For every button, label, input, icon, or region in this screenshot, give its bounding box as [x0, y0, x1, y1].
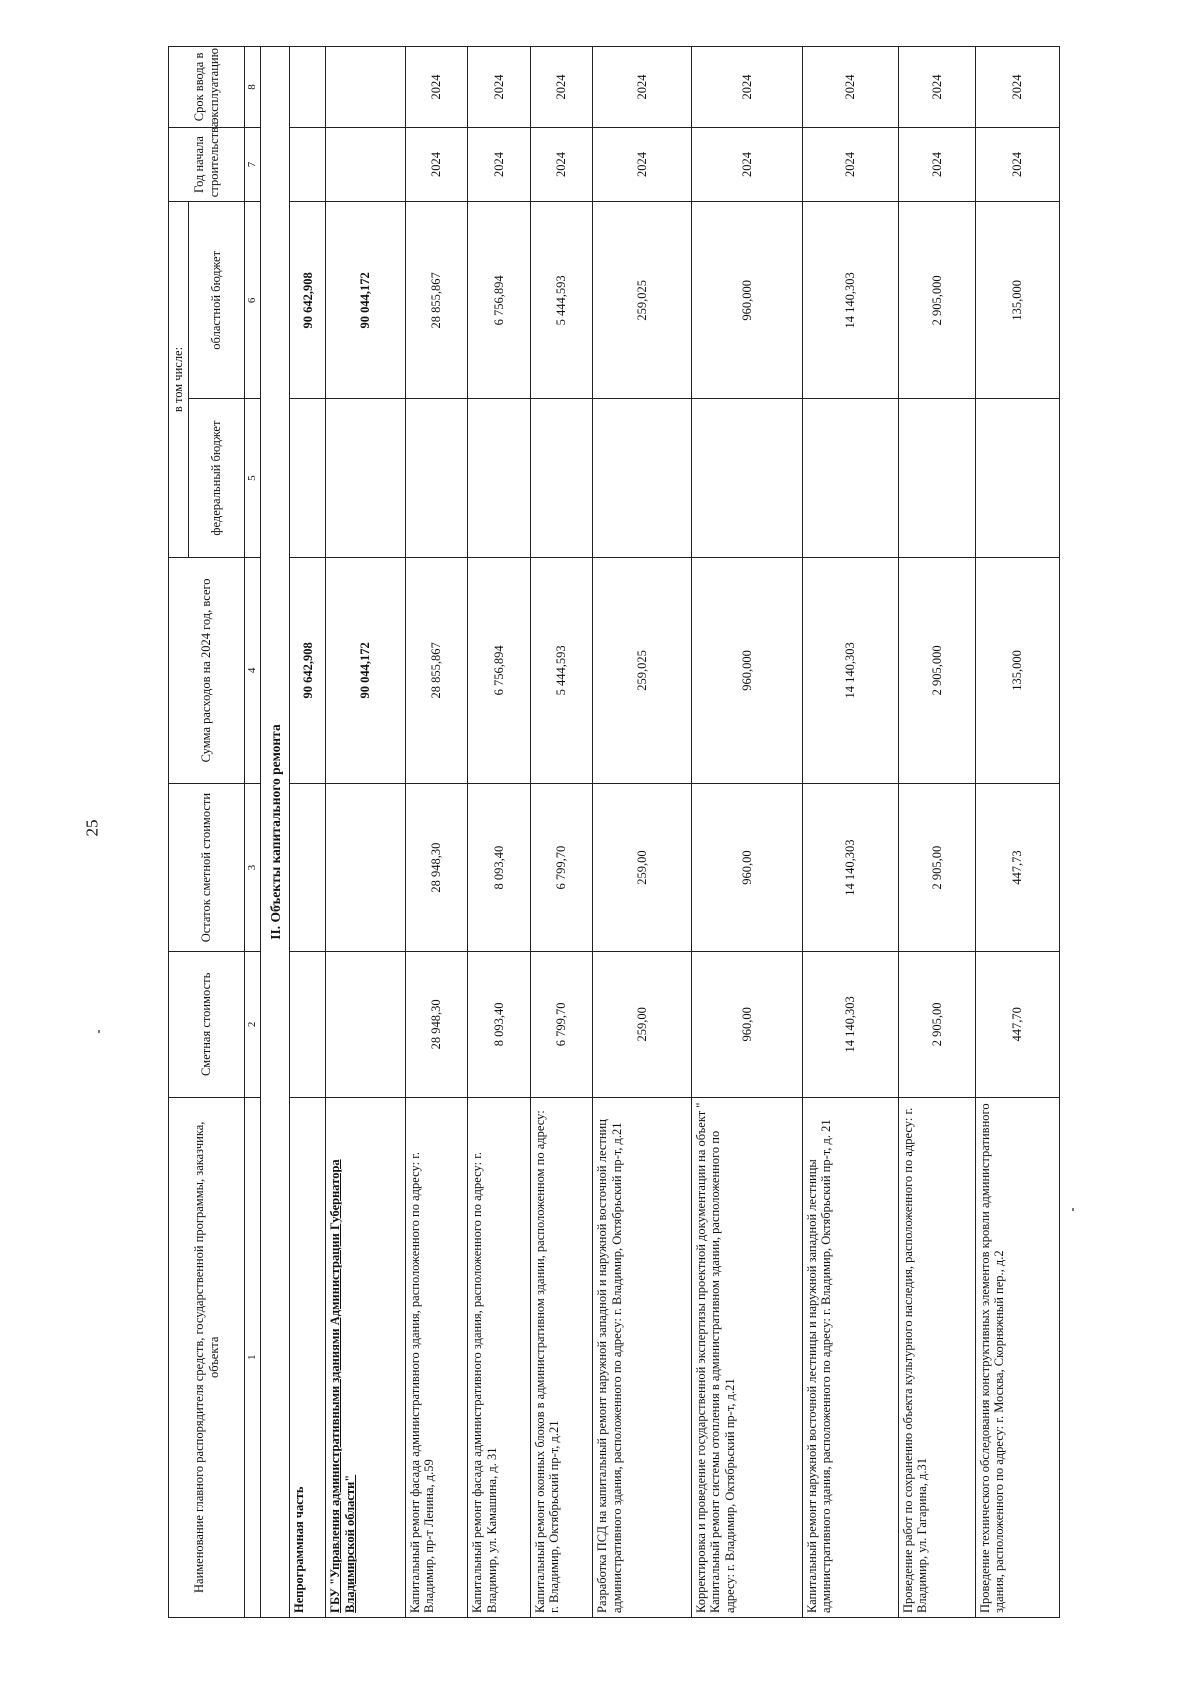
row-value-cell: 2024: [593, 127, 692, 201]
row-value-cell: 135,000: [975, 557, 1059, 783]
row-value-cell: 2024: [802, 127, 898, 201]
row-value-cell: [326, 127, 405, 201]
table-row: [405, 47, 468, 1618]
table-row: [290, 47, 326, 1618]
section-title: II. Объекты капитального ремонта: [261, 47, 290, 1618]
row-value-cell: 259,025: [593, 557, 692, 783]
header-federal-budget: федеральный бюджет: [189, 399, 245, 557]
row-value-cell: 2024: [468, 47, 531, 128]
row-value-cell: 8 093,40: [468, 784, 531, 952]
table-row: [802, 47, 898, 1618]
row-value-cell: 135,000: [975, 202, 1059, 399]
row-value-cell: 259,00: [593, 784, 692, 952]
row-value-cell: 14 140,303: [802, 784, 898, 952]
table-row: [593, 47, 692, 1618]
column-number: 1: [245, 1097, 261, 1617]
budget-table: [168, 46, 1060, 1618]
row-name-cell: Проведение работ по сохранению объекта культурного наследия, расположенного по адресу: г. Владимир, ул. Гагарина, д.31: [898, 1097, 975, 1617]
row-value-cell: 2024: [530, 47, 593, 128]
header-total-2024: Сумма расходов на 2024 год, всего: [169, 557, 245, 783]
row-value-cell: [326, 399, 405, 557]
row-value-cell: 960,00: [691, 952, 802, 1097]
row-value-cell: 28 948,30: [405, 784, 468, 952]
column-number: 5: [245, 399, 261, 557]
row-name-cell: Корректировка и проведение государственной экспертизы проектной документации на объект " Капитальный ремонт системы отопления в административном здании, расположенного по адресу: г. Владимир, Октябрьский пр-т, д.21: [691, 1097, 802, 1617]
row-value-cell: [802, 399, 898, 557]
row-name-cell: Разработка ПСД на капитальный ремонт наружной западной и наружной восточной лестниц административного здания, расположенного по адресу: г. Владимир, Октябрьский пр-т, д.21: [593, 1097, 692, 1617]
table-row: [326, 47, 405, 1618]
row-name-cell: Капитальный ремонт наружной восточной лестницы и наружной западной лестницы административного здания, расположенного по адресу: г. Владимир, Октябрьский пр-т, д. 21: [802, 1097, 898, 1617]
row-value-cell: [290, 784, 326, 952]
row-value-cell: 2024: [898, 47, 975, 128]
section-row: [261, 47, 290, 1618]
row-value-cell: 2 905,00: [898, 784, 975, 952]
row-value-cell: 14 140,303: [802, 202, 898, 399]
column-number: 2: [245, 952, 261, 1097]
table-row: [898, 47, 975, 1618]
row-value-cell: 2024: [691, 47, 802, 128]
row-value-cell: [326, 784, 405, 952]
row-value-cell: 2024: [898, 127, 975, 201]
row-value-cell: 2024: [975, 127, 1059, 201]
row-value-cell: 960,00: [691, 784, 802, 952]
row-value-cell: 2 905,000: [898, 557, 975, 783]
row-value-cell: 2 905,000: [898, 202, 975, 399]
row-value-cell: [898, 399, 975, 557]
header-name: Наименование главного распорядителя средств, государственной программы, заказчика, объекта: [169, 1097, 245, 1617]
row-value-cell: [326, 952, 405, 1097]
table-row: [691, 47, 802, 1618]
row-value-cell: 5 444,593: [530, 557, 593, 783]
row-value-cell: [593, 399, 692, 557]
column-number: 3: [245, 784, 261, 952]
row-value-cell: 2024: [975, 47, 1059, 128]
row-value-cell: 6 799,70: [530, 952, 593, 1097]
column-number: 6: [245, 202, 261, 399]
row-value-cell: 90 044,172: [326, 202, 405, 399]
row-value-cell: [326, 47, 405, 128]
scan-mark: [98, 1030, 100, 1033]
row-value-cell: 2024: [405, 127, 468, 201]
row-value-cell: 14 140,303: [802, 952, 898, 1097]
header-including: в том числе:: [169, 202, 189, 558]
row-name-cell: Капитальный ремонт фасада административного здания, расположенного по адресу: г. Владимир, пр-т Ленина, д.59: [405, 1097, 468, 1617]
row-value-cell: 2024: [468, 127, 531, 201]
row-value-cell: [468, 399, 531, 557]
row-value-cell: 90 642,908: [290, 557, 326, 783]
row-value-cell: 6 756,894: [468, 557, 531, 783]
row-value-cell: [405, 399, 468, 557]
table-row: [975, 47, 1059, 1618]
row-name-cell: Капитальный ремонт фасада административного здания, расположенного по адресу: г. Владимир, ул. Камашина, д. 31: [468, 1097, 531, 1617]
column-number: 7: [245, 127, 261, 201]
row-value-cell: 2024: [530, 127, 593, 201]
row-value-cell: [290, 127, 326, 201]
row-value-cell: 2024: [405, 47, 468, 128]
row-name-cell: Капитальный ремонт оконных блоков в административном здании, расположенном по адресу: г. Владимир, Октябрьский пр-т, д.21: [530, 1097, 593, 1617]
row-value-cell: 90 642,908: [290, 202, 326, 399]
header-remaining-cost: Остаток сметной стоимости: [169, 784, 245, 952]
row-value-cell: 2 905,00: [898, 952, 975, 1097]
page-number: 25: [82, 819, 102, 837]
row-value-cell: 14 140,303: [802, 557, 898, 783]
row-value-cell: 447,73: [975, 784, 1059, 952]
row-value-cell: 2024: [691, 127, 802, 201]
row-value-cell: 28 855,867: [405, 202, 468, 399]
header-commission-date: Срок ввода в эксплуатацию: [169, 47, 245, 128]
row-value-cell: 2024: [593, 47, 692, 128]
row-value-cell: [290, 47, 326, 128]
column-numbers-row: [245, 47, 261, 1618]
row-value-cell: 28 855,867: [405, 557, 468, 783]
row-value-cell: 90 044,172: [326, 557, 405, 783]
row-name-cell: Непрограммная часть: [290, 1097, 326, 1617]
column-number: 4: [245, 557, 261, 783]
row-value-cell: 28 948,30: [405, 952, 468, 1097]
row-value-cell: [290, 399, 326, 557]
row-value-cell: 960,000: [691, 202, 802, 399]
row-name-cell: Проведение технического обследования конструктивных элементов кровли административного здания, расположенного по адресу: г. Москва, Скорняжный пер., д.2: [975, 1097, 1059, 1617]
row-value-cell: [530, 399, 593, 557]
row-value-cell: 259,025: [593, 202, 692, 399]
row-value-cell: [290, 952, 326, 1097]
row-value-cell: 960,000: [691, 557, 802, 783]
row-value-cell: 8 093,40: [468, 952, 531, 1097]
row-value-cell: [975, 399, 1059, 557]
row-value-cell: 5 444,593: [530, 202, 593, 399]
row-value-cell: [691, 399, 802, 557]
scan-mark: [1072, 1208, 1074, 1211]
header-estimated-cost: Сметная стоимость: [169, 952, 245, 1097]
rotated-table-container: [168, 46, 1060, 1618]
table-row: [530, 47, 593, 1618]
row-value-cell: 6 756,894: [468, 202, 531, 399]
row-value-cell: 259,00: [593, 952, 692, 1097]
column-number: 8: [245, 47, 261, 128]
row-value-cell: 2024: [802, 47, 898, 128]
row-name-cell: ГБУ "Управления административными зданиями Администрации Губернатора Владимирской области": [326, 1097, 405, 1617]
table-row: [468, 47, 531, 1618]
row-value-cell: 447,70: [975, 952, 1059, 1097]
header-start-year: Год начала строительства: [169, 127, 245, 201]
header-regional-budget: областной бюджет: [189, 202, 245, 399]
row-value-cell: 6 799,70: [530, 784, 593, 952]
